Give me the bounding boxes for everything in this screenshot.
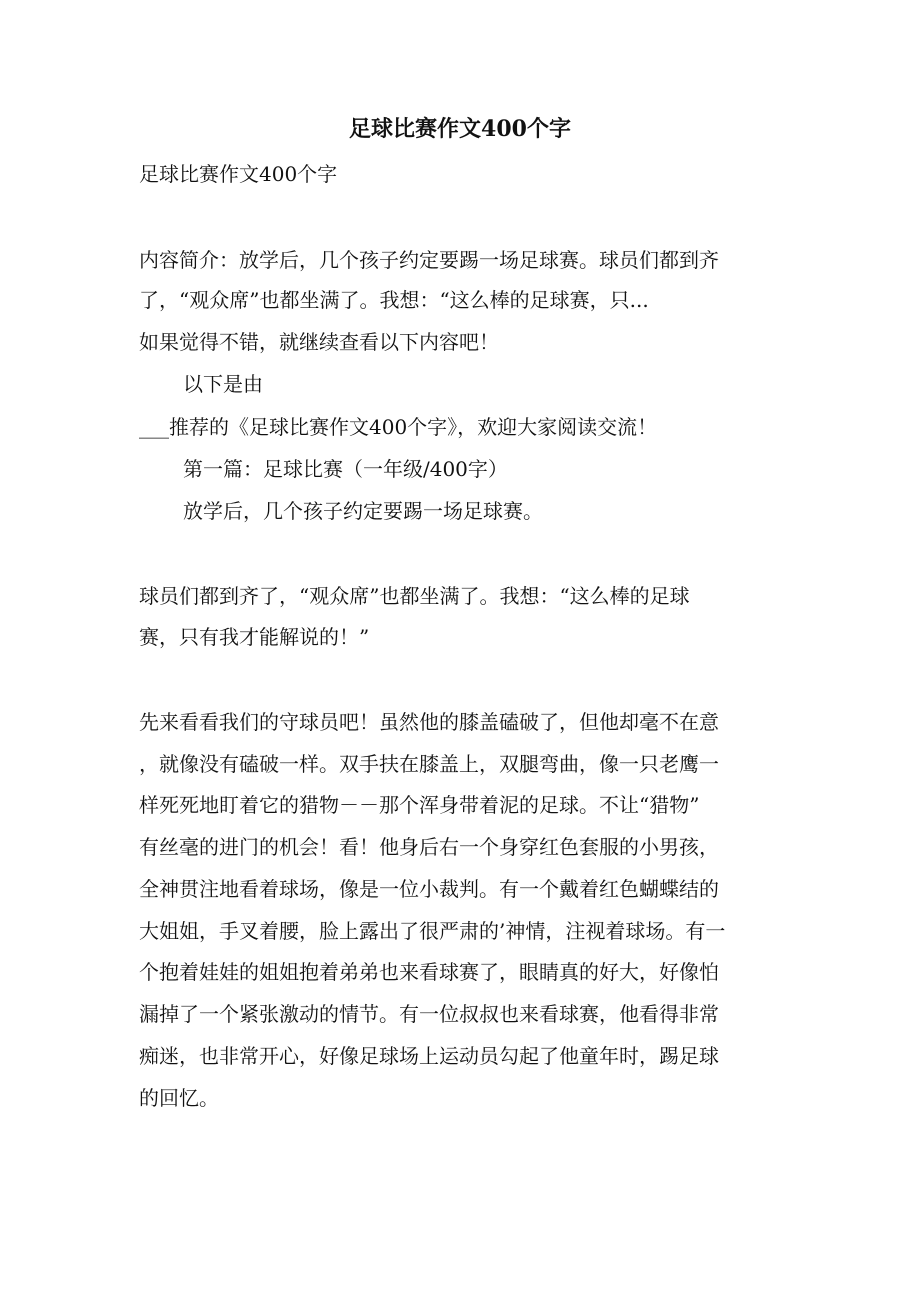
- chapter-heading: 第一篇：足球比赛（一年级/400字）: [183, 457, 508, 481]
- paragraph-3-line-5: 全神贯注地看着球场，像是一位小裁判。有一个戴着红色蝴蝶结的: [139, 877, 719, 901]
- paragraph-3-line-1: 先来看看我们的守球员吧！虽然他的膝盖磕破了，但他却毫不在意: [139, 710, 719, 734]
- paragraph-3-line-6: 大姐姐，手叉着腰，脸上露出了很严肃的’神情，注视着球场。有一: [139, 919, 726, 943]
- paragraph-2-line-2: 赛，只有我才能解说的！”: [139, 625, 370, 649]
- document-title: 足球比赛作文400个字: [349, 116, 571, 142]
- summary-line-2: 了，“观众席”也都坐满了。我想：“这么棒的足球赛，只...: [139, 288, 649, 312]
- paragraph-3-line-4: 有丝毫的进门的机会！看！他身后右一个身穿红色套服的小男孩，: [139, 835, 719, 859]
- paragraph-3-line-2: ，就像没有磕破一样。双手扶在膝盖上，双腿弯曲，像一只老鹰一: [139, 752, 719, 776]
- intro-line-1: 以下是由: [183, 372, 263, 396]
- summary-line-1: 内容简介：放学后，几个孩子约定要踢一场足球赛。球员们都到齐: [139, 248, 719, 272]
- paragraph-3-line-9: 痴迷，也非常开心，好像足球场上运动员勾起了他童年时，踢足球: [139, 1044, 719, 1068]
- intro-line-2: ___推荐的《足球比赛作文400个字》，欢迎大家阅读交流！: [139, 415, 658, 439]
- paragraph-3-line-7: 个抱着娃娃的姐姐抱着弟弟也来看球赛了，眼睛真的好大，好像怕: [139, 960, 719, 984]
- paragraph-3-line-8: 漏掉了一个紧张激动的情节。有一位叔叔也来看球赛，他看得非常: [139, 1002, 719, 1026]
- paragraph-1-line-1: 放学后，几个孩子约定要踢一场足球赛。: [183, 499, 543, 523]
- subtitle-line: 足球比赛作文400个字: [139, 162, 338, 186]
- summary-line-3: 如果觉得不错，就继续查看以下内容吧！: [139, 330, 499, 354]
- paragraph-3-line-10: 的回忆。: [139, 1086, 219, 1110]
- paragraph-2-line-1: 球员们都到齐了，“观众席”也都坐满了。我想：“这么棒的足球: [139, 584, 690, 608]
- paragraph-3-line-3: 样死死地盯着它的猎物－－那个浑身带着泥的足球。不让“猎物”: [139, 793, 700, 817]
